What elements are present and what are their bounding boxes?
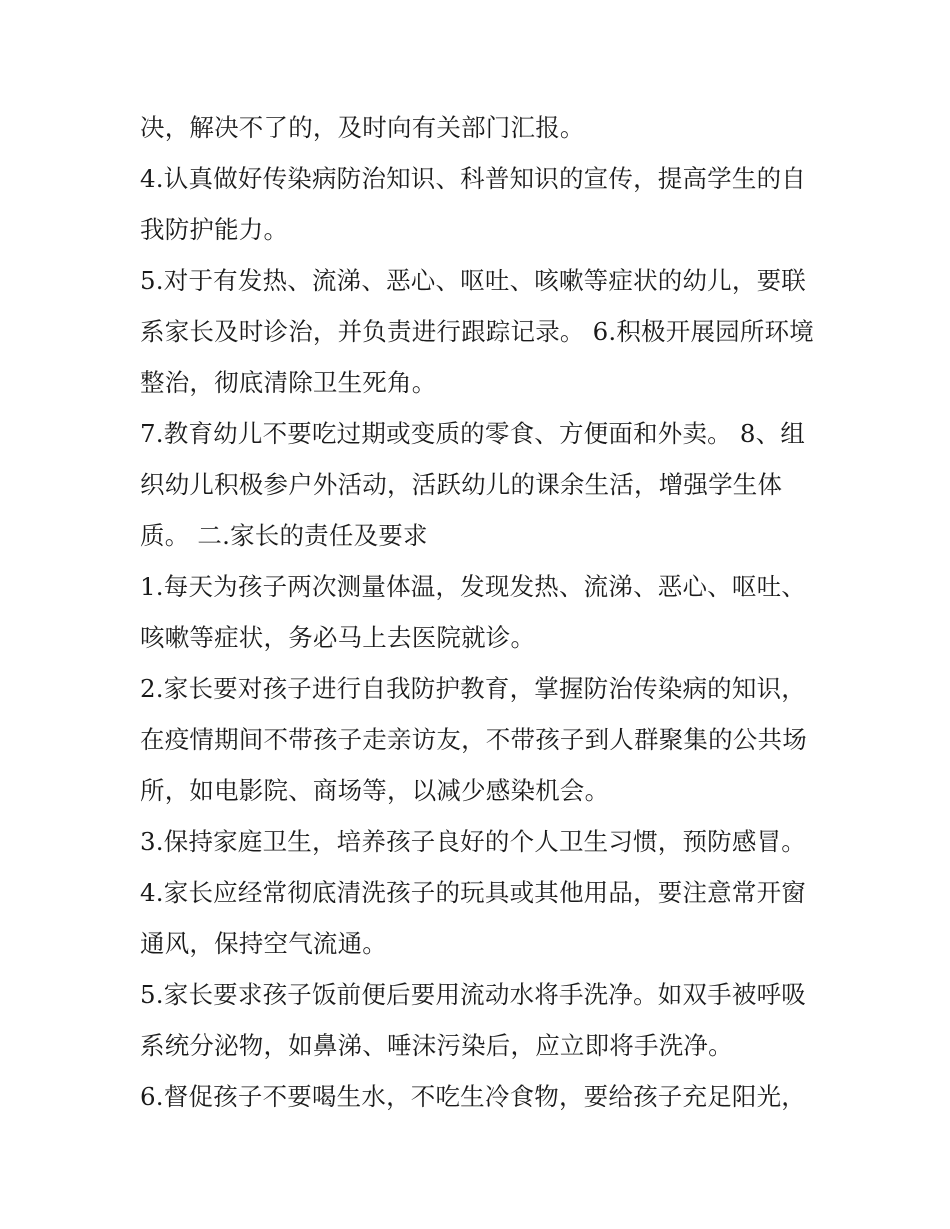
text-line: 3.保持家庭卫生，培养孩子良好的个人卫生习惯，预防感冒。 xyxy=(140,827,806,856)
text-line: 2.家长要对孩子进行自我防护教育，掌握防治传染病的知识， xyxy=(140,674,806,703)
text-line: 质。 二.家长的责任及要求 xyxy=(140,521,428,550)
text-line: 1.每天为孩子两次测量体温，发现发热、流涕、恶心、呕吐、 xyxy=(140,572,806,601)
text-line: 系统分泌物，如鼻涕、唾沫污染后，应立即将手洗净。 xyxy=(140,1031,733,1060)
text-line: 4.家长应经常彻底清洗孩子的玩具或其他用品，要注意常开窗 xyxy=(140,878,806,907)
text-line: 7.教育幼儿不要吃过期或变质的零食、方便面和外卖。 8、组 xyxy=(140,419,806,448)
text-line: 6.督促孩子不要喝生水，不吃生冷食物，要给孩子充足阳光， xyxy=(140,1082,806,1111)
text-line: 所，如电影院、商场等，以减少感染机会。 xyxy=(140,776,610,805)
text-line: 咳嗽等症状，务必马上去医院就诊。 xyxy=(140,623,536,652)
text-line: 织幼儿积极参户外活动，活跃幼儿的课余生活，增强学生体 xyxy=(140,470,783,499)
text-line: 整治，彻底清除卫生死角。 xyxy=(140,368,437,397)
text-line: 在疫情期间不带孩子走亲访友，不带孩子到人群聚集的公共场 xyxy=(140,725,807,754)
text-line: 系家长及时诊治，并负责进行跟踪记录。 6.积极开展园所环境 xyxy=(140,317,814,346)
text-line: 决，解决不了的，及时向有关部门汇报。 xyxy=(140,113,585,142)
text-line: 5.对于有发热、流涕、恶心、呕吐、咳嗽等症状的幼儿，要联 xyxy=(140,266,806,295)
text-line: 5.家长要求孩子饭前便后要用流动水将手洗净。如双手被呼吸 xyxy=(140,980,806,1009)
text-line: 通风，保持空气流通。 xyxy=(140,929,387,958)
text-line: 我防护能力。 xyxy=(140,215,289,244)
text-line: 4.认真做好传染病防治知识、科普知识的宣传，提高学生的自 xyxy=(140,164,806,193)
